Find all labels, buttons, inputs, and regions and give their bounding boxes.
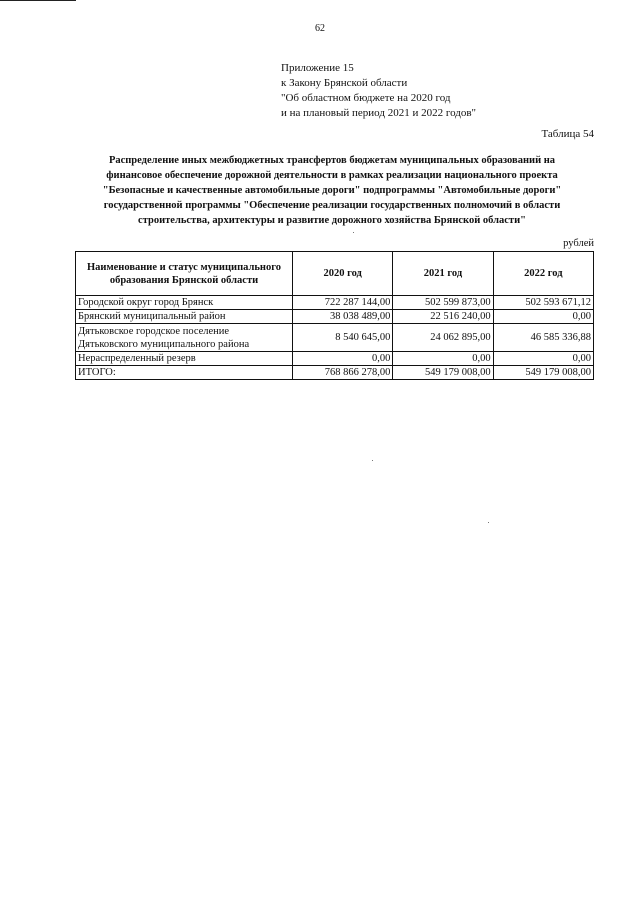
header-2022: 2022 год	[493, 252, 593, 296]
cell-2022: 0,00	[493, 352, 593, 366]
table-label: Таблица 54	[541, 128, 594, 140]
cell-2022: 0,00	[493, 310, 593, 324]
title-line: финансовое обеспечение дорожной деятельности в рамках реализации национального проекта	[106, 170, 558, 181]
cell-2021: 502 599 873,00	[393, 296, 493, 310]
document-title	[70, 153, 594, 228]
cell-2022: 502 593 671,12	[493, 296, 593, 310]
table-row	[76, 324, 594, 352]
row-name	[76, 296, 293, 310]
row-name-line: Нераспределенный резерв	[78, 353, 196, 364]
cell-2020: 722 287 144,00	[293, 296, 393, 310]
top-rule	[0, 0, 76, 1]
header-name: Наименование и статус муниципального образования Брянской области	[76, 252, 293, 296]
scan-speck	[353, 232, 354, 233]
title-line: Распределение иных межбюджетных трансфертов бюджетам муниципальных образований на	[108, 155, 556, 166]
transfers-table	[75, 251, 594, 380]
annex-heading	[281, 61, 476, 121]
cell-2020: 38 038 489,00	[293, 310, 393, 324]
row-name-line: ИТОГО:	[78, 367, 116, 378]
currency-unit: рублей	[563, 238, 594, 249]
table-row	[76, 296, 594, 310]
row-name-line: Дятьковское городское поселение	[78, 325, 230, 337]
total-2022: 549 179 008,00	[493, 366, 593, 380]
total-2021: 549 179 008,00	[393, 366, 493, 380]
row-name	[76, 324, 293, 352]
row-name-line: Городской округ город Брянск	[78, 297, 214, 308]
scan-speck	[372, 460, 373, 461]
annex-line: и на плановый период 2021 и 2022 годов"	[281, 107, 477, 119]
title-line: строительства, архитектуры и развитие дорожного хозяйства Брянской области"	[138, 215, 526, 226]
row-name	[76, 310, 293, 324]
table-row	[76, 352, 594, 366]
table-row	[76, 310, 594, 324]
title-line: "Безопасные и качественные автомобильные дороги" подпрограммы "Автомобильные дороги"	[102, 185, 562, 196]
cell-2021: 24 062 895,00	[393, 324, 493, 352]
cell-2020: 0,00	[293, 352, 393, 366]
row-name-line: Дятьковского муниципального района	[78, 338, 250, 350]
row-name-line: Брянский муниципальный район	[78, 311, 226, 322]
cell-2020: 8 540 645,00	[293, 324, 393, 352]
header-2020: 2020 год	[293, 252, 393, 296]
table-header-row	[76, 252, 594, 296]
header-2021: 2021 год	[393, 252, 493, 296]
table-total-row	[76, 366, 594, 380]
cell-2021: 22 516 240,00	[393, 310, 493, 324]
annex-line: "Об областном бюджете на 2020 год	[281, 92, 451, 104]
title-line: государственной программы "Обеспечение реализации государственных полномочий в области	[103, 200, 561, 211]
cell-2022: 46 585 336,88	[493, 324, 593, 352]
total-2020: 768 866 278,00	[293, 366, 393, 380]
scan-speck	[488, 522, 489, 523]
row-name	[76, 352, 293, 366]
page-number: 62	[315, 23, 325, 34]
cell-2021: 0,00	[393, 352, 493, 366]
annex-line: к Закону Брянской области	[281, 77, 408, 89]
annex-line: Приложение 15	[281, 62, 354, 74]
row-name	[76, 366, 293, 380]
